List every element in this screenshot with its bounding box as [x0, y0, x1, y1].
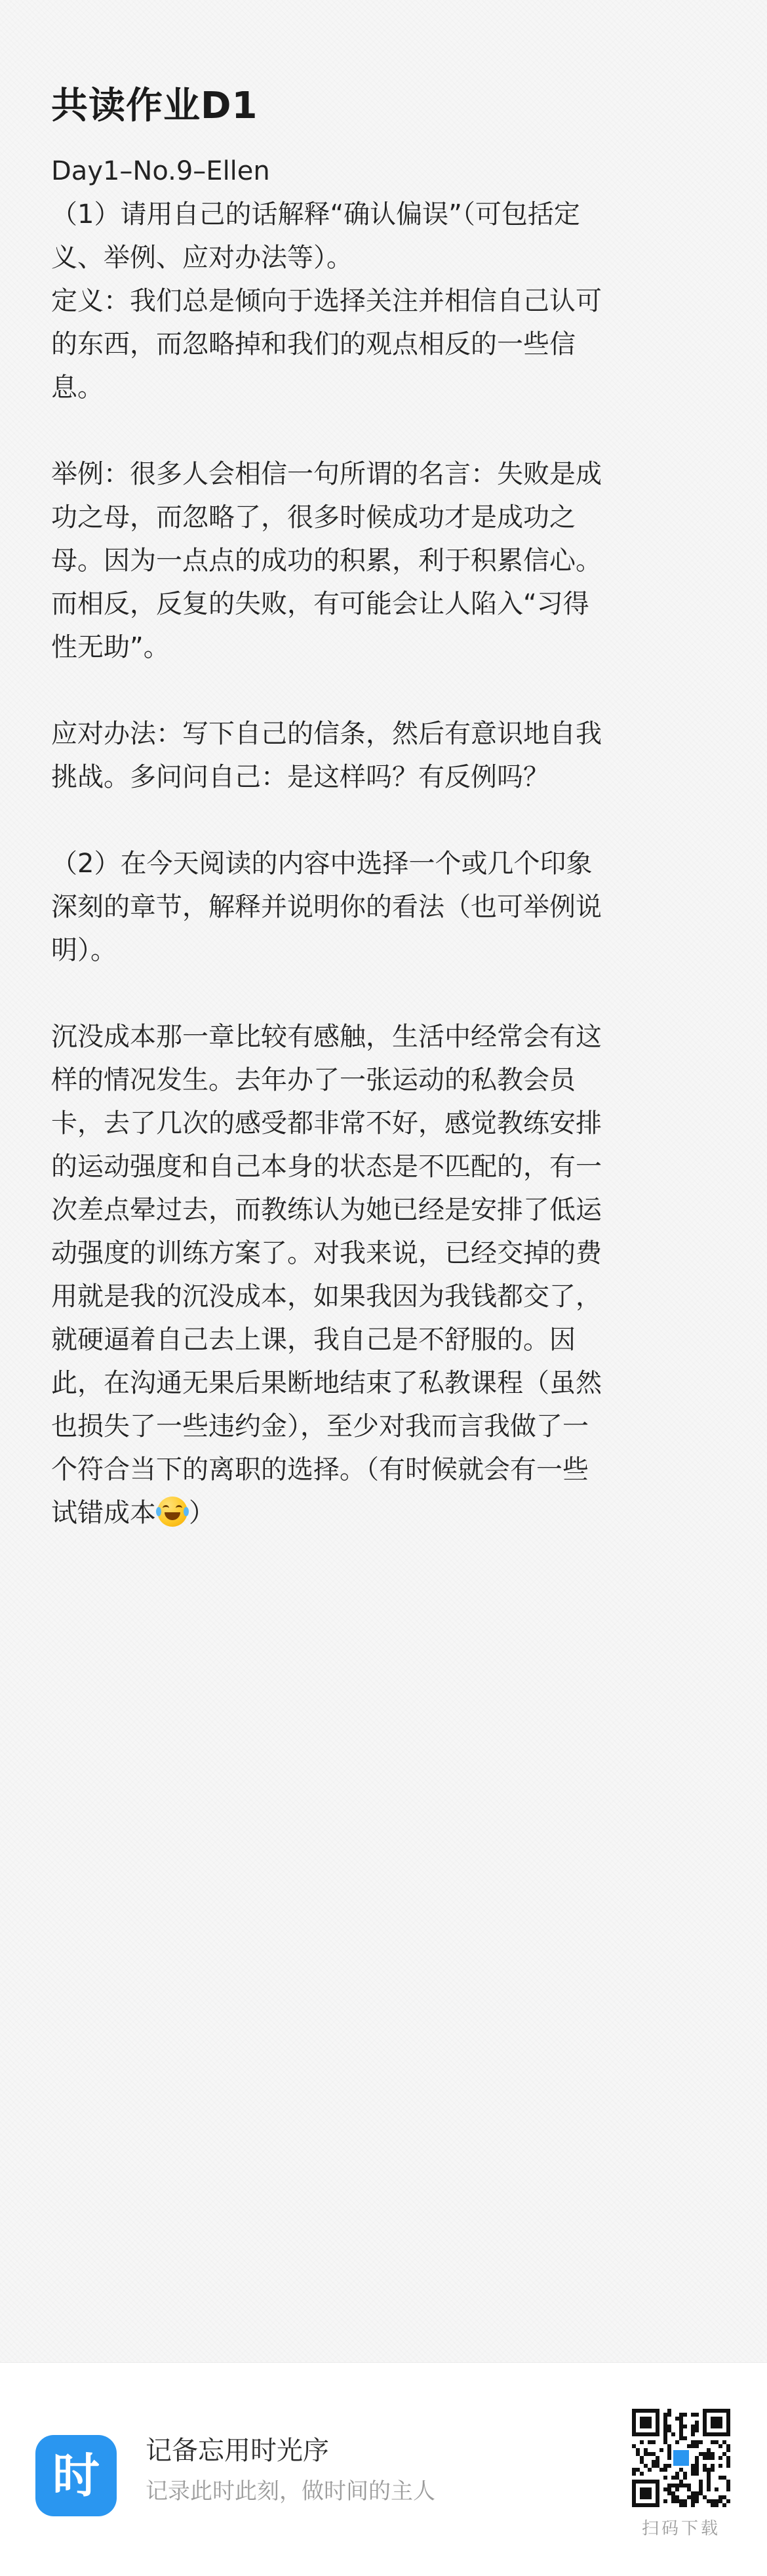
app-promo-footer	[0, 2362, 767, 2576]
note-line: 定义：我们总是倾向于选择关注并相信自己认可	[51, 286, 602, 316]
note-line: 个符合当下的离职的选择。（有时候就会有一些	[51, 1455, 589, 1485]
app-name: 记备忘用时光序	[146, 2436, 329, 2466]
note-line: 举例：很多人会相信一句所谓的名言：失败是成	[51, 459, 602, 489]
qr-code-icon[interactable]	[632, 2409, 730, 2507]
note-line: 深刻的章节，解释并说明你的看法（也可举例说	[51, 892, 602, 922]
note-line: 次差点晕过去，而教练认为她已经是安排了低运	[51, 1195, 602, 1225]
note-line: 沉没成本那一章比较有感触，生活中经常会有这	[51, 1022, 602, 1052]
note-line-last-text: 试错成本	[51, 1498, 156, 1528]
app-slogan: 记录此时此刻，做时间的主人	[146, 2478, 435, 2505]
note-line: 也损失了一些违约金），至少对我而言我做了一	[51, 1411, 589, 1441]
note-line: 卡，去了几次的感受都非常不好，感觉教练安排	[51, 1108, 602, 1138]
qr-caption: 扫码下载	[641, 2519, 720, 2539]
note-line: 母。因为一点点的成功的积累，利于积累信心。	[51, 546, 602, 576]
note-line: 就硬逼着自己去上课，我自己是不舒服的。因	[51, 1325, 576, 1355]
note-line: 明）。	[51, 935, 117, 965]
paragraph-gap	[51, 972, 716, 1015]
note-title: 共读作业D1	[51, 85, 258, 127]
note-line: （2）在今天阅读的内容中选择一个或几个印象	[51, 849, 593, 879]
note-line-last-tail: ）	[189, 1498, 215, 1528]
note-line: 样的情况发生。去年办了一张运动的私教会员	[51, 1065, 576, 1095]
note-line: 挑战。多问问自己：是这样吗？有反例吗？	[51, 762, 549, 792]
paragraph-gap	[51, 669, 716, 712]
note-line: 动强度的训练方案了。对我来说，已经交掉的费	[51, 1238, 602, 1268]
note-line: Day1–No.9–Ellen	[51, 156, 270, 186]
note-body	[51, 150, 716, 1491]
note-line: 息。	[51, 372, 104, 403]
note-line: 应对办法：写下自己的信条，然后有意识地自我	[51, 719, 602, 749]
note-line: 而相反，反复的失败，有可能会让人陷入“习得	[51, 589, 589, 619]
app-logo-icon[interactable]: 时	[35, 2435, 117, 2516]
paragraph-gap	[51, 799, 716, 842]
note-line: 的运动强度和自己本身的状态是不匹配的，有一	[51, 1152, 602, 1182]
note-line: 的东西，而忽略掉和我们的观点相反的一些信	[51, 329, 576, 359]
note-line: 义、举例、应对办法等）。	[51, 243, 353, 273]
note-line: （1）请用自己的话解释“确认偏误”（可包括定	[51, 199, 580, 230]
tears-of-joy-emoji-icon	[157, 1497, 187, 1527]
paragraph-gap	[51, 409, 716, 453]
note-line: 功之母，而忽略了，很多时候成功才是成功之	[51, 502, 576, 533]
note-line: 用就是我的沉没成本，如果我因为我钱都交了，	[51, 1281, 602, 1312]
note-line-last	[51, 1491, 716, 1535]
note-line: 性无助”。	[51, 632, 170, 662]
note-content	[51, 77, 716, 1535]
note-line: 此，在沟通无果后果断地结束了私教课程（虽然	[51, 1368, 602, 1398]
